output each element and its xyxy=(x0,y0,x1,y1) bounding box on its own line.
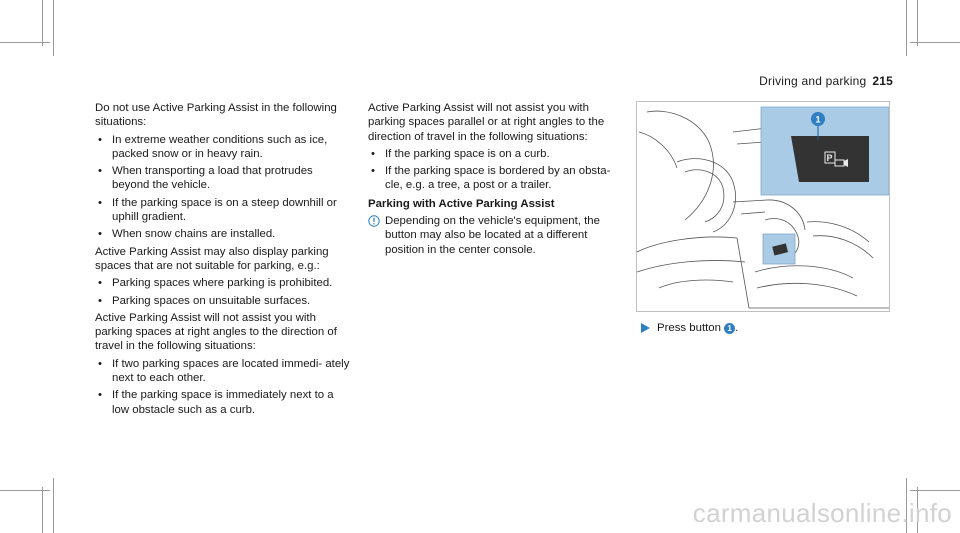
crop-mark xyxy=(0,490,50,491)
center-console-illustration xyxy=(636,101,890,312)
unsuitable-list xyxy=(95,276,352,308)
list-item: • Parking spaces where parking is prohibited. xyxy=(95,276,352,290)
parallel-intro: Active Parking Assist will not assist you with parking spaces parallel or at right angles to the direction of travel in the following situations: xyxy=(368,102,605,143)
console-button-highlight xyxy=(761,107,889,195)
small-button-highlight xyxy=(763,234,795,264)
display-intro: Active Parking Assist may also display parking spaces that are not suitable for parking, e.g.: xyxy=(95,245,329,272)
crop-mark xyxy=(906,0,907,56)
list-item: • When snow chains are installed. xyxy=(95,227,352,241)
watermark: carmanualsonline.info xyxy=(692,498,952,528)
crop-mark xyxy=(42,0,43,46)
no-assist-intro: Active Parking Assist will not assist you with parking spaces at right angles to the direction of travel in the following situations: xyxy=(95,311,337,353)
note-text: Depending on the vehicle's equipment, the button may also be located at a different position in the center console. xyxy=(385,215,600,256)
section-heading: Parking with Active Parking Assist xyxy=(368,197,555,210)
list-item: • When transporting a load that protrudes beyond the vehicle. xyxy=(95,164,352,193)
action-text xyxy=(657,321,738,335)
crop-mark xyxy=(910,42,960,43)
left-column xyxy=(95,101,352,420)
triangle-right-icon xyxy=(641,323,650,333)
list-item: • If the parking space is on a curb. xyxy=(368,147,618,161)
page-number: 215 xyxy=(872,74,893,88)
crop-mark xyxy=(0,42,50,43)
figure-callout-number: 1 xyxy=(815,114,821,125)
note-block xyxy=(368,214,618,257)
crop-mark xyxy=(917,0,918,46)
list-item: • If the parking space is on a steep downhill or uphill gradient. xyxy=(95,196,352,225)
page-header xyxy=(759,74,893,88)
situations-list xyxy=(95,133,352,242)
action-text-before: Press button xyxy=(657,322,721,334)
no-assist-list xyxy=(95,357,352,417)
action-text-after: . xyxy=(735,322,739,334)
list-item: • Parking spaces on unsuitable surfaces. xyxy=(95,294,352,308)
svg-text:P: P xyxy=(826,153,833,163)
parallel-list xyxy=(368,147,618,193)
list-item: • In extreme weather conditions such as ice, packed snow or in heavy rain. xyxy=(95,133,352,162)
list-item: • If the parking space is immediately next to a low obstacle such as a curb. xyxy=(95,388,352,417)
callout-badge: 1 xyxy=(724,323,735,334)
list-item: • If two parking spaces are located immedi- ately next to each other. xyxy=(95,357,352,386)
middle-column xyxy=(368,101,618,257)
console-drawing xyxy=(637,102,890,312)
intro-text: Do not use Active Parking Assist in the following situations: xyxy=(95,102,337,129)
crop-mark xyxy=(53,0,54,56)
section-title: Driving and parking xyxy=(759,74,867,88)
crop-mark xyxy=(53,478,54,533)
crop-mark xyxy=(910,490,960,491)
crop-mark xyxy=(42,487,43,533)
list-item: • If the parking space is bordered by an obsta- cle, e.g. a tree, a post or a trailer. xyxy=(368,164,618,193)
info-icon xyxy=(368,215,380,227)
